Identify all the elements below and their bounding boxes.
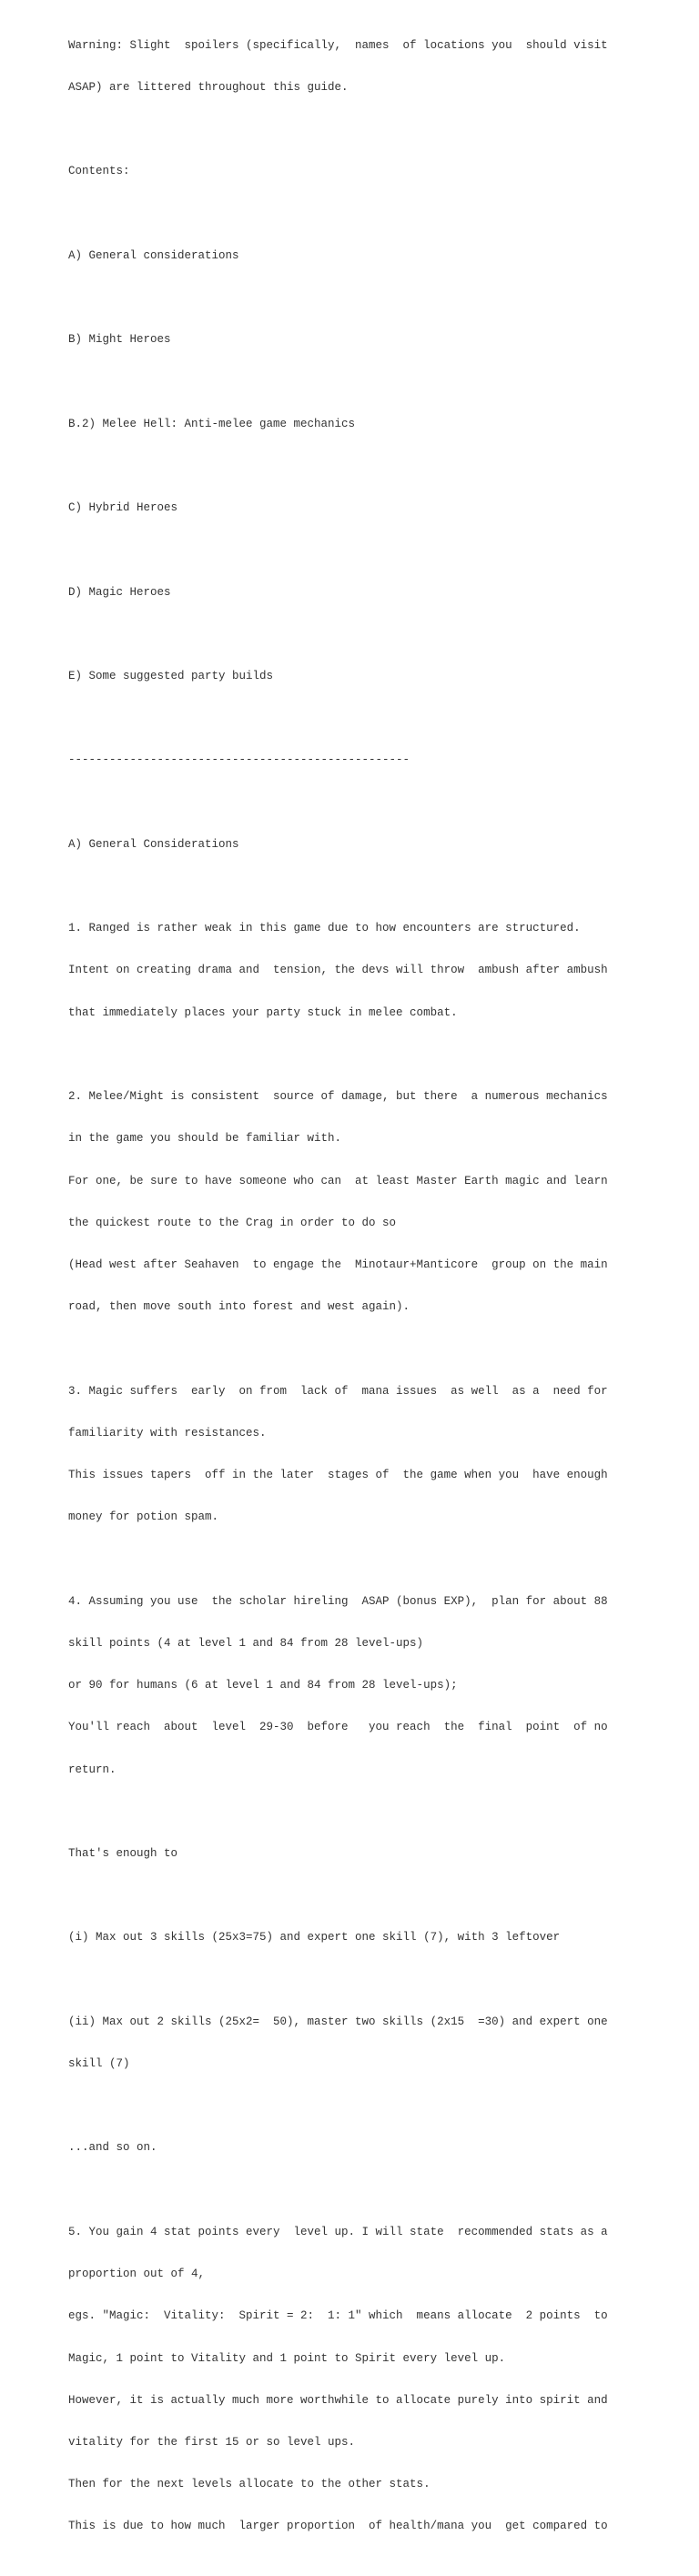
guide-document — [68, 11, 614, 2576]
text-line: return. — [68, 1763, 116, 1776]
text-line: Warning: Slight spoilers (specifically, names of locations you should visit — [68, 38, 608, 52]
text-line: For one, be sure to have someone who can at least Master Earth magic and learn — [68, 1174, 608, 1187]
contents-heading — [68, 137, 614, 207]
section-heading — [68, 810, 614, 880]
text-line: road, then move south into forest and west again). — [68, 1300, 410, 1314]
text-line: money for potion spam. — [68, 1510, 219, 1524]
text-line: Intent on creating drama and tension, the devs will throw ambush after ambush — [68, 964, 608, 977]
contents-item — [68, 473, 614, 543]
text-line: This issues tapers off in the later stages of the game when you have enough — [68, 1469, 608, 1482]
text-line: -------------------------------------------------- — [68, 753, 410, 767]
text-line: (Head west after Seahaven to engage the Minotaur+Manticore group on the main — [68, 1258, 608, 1271]
text-line: vitality for the first 15 or so level ups. — [68, 2436, 356, 2449]
text-line: 2. Melee/Might is consistent source of damage, but there a numerous mechanics — [68, 1090, 608, 1104]
text-line: (ii) Max out 2 skills (25x2= 50), master two skills (2x15 =30) and expert one — [68, 2015, 608, 2028]
enough-paragraph — [68, 1819, 614, 1889]
text-line: ASAP) are littered throughout this guide. — [68, 81, 349, 95]
text-line: E) Some suggested party builds — [68, 669, 274, 682]
contents-item — [68, 221, 614, 291]
text-line: Then for the next levels allocate to the other stats. — [68, 2478, 431, 2491]
contents-item — [68, 389, 614, 460]
text-line: Contents: — [68, 165, 130, 178]
text-line: 3. Magic suffers early on from lack of mana issues as well as a need for — [68, 1384, 608, 1398]
text-line: B) Might Heroes — [68, 333, 171, 347]
text-line: C) Hybrid Heroes — [68, 501, 178, 515]
text-line: A) General Considerations — [68, 837, 239, 851]
option-i-paragraph — [68, 1904, 614, 1974]
text-line: (i) Max out 3 skills (25x3=75) and expert one skill (7), with 3 leftover — [68, 1931, 561, 1945]
text-line: 5. You gain 4 stat points every level up. I will state recommended stats as a — [68, 2225, 608, 2238]
point-2-paragraph — [68, 1062, 614, 1342]
contents-item — [68, 558, 614, 628]
text-line: in the game you should be familiar with. — [68, 1132, 342, 1146]
point-5-paragraph — [68, 2197, 614, 2562]
text-line: familiarity with resistances. — [68, 1426, 267, 1440]
text-line: proportion out of 4, — [68, 2268, 206, 2281]
text-line: 4. Assuming you use the scholar hireling ASAP (bonus EXP), plan for about 88 — [68, 1594, 608, 1608]
option-ii-paragraph — [68, 1987, 614, 2099]
text-line: However, it is actually much more worthwhile to allocate purely into spirit and — [68, 2393, 608, 2407]
text-line: That's enough to — [68, 1847, 178, 1860]
text-line: A) General considerations — [68, 248, 239, 262]
text-line: Magic, 1 point to Vitality and 1 point to Spirit every level up. — [68, 2351, 506, 2365]
divider — [68, 726, 614, 796]
text-line: ...and so on. — [68, 2141, 157, 2155]
text-line: skill points (4 at level 1 and 84 from 28 level-ups) — [68, 1636, 424, 1650]
point-4-paragraph — [68, 1567, 614, 1805]
text-line: that immediately places your party stuck in melee combat. — [68, 1005, 458, 1019]
text-line: You'll reach about level 29-30 before you reach the final point of no — [68, 1721, 608, 1734]
contents-item — [68, 641, 614, 712]
text-line: 1. Ranged is rather weak in this game due to how encounters are structured. — [68, 922, 581, 935]
warning-paragraph — [68, 11, 614, 123]
text-line: egs. "Magic: Vitality: Spirit = 2: 1: 1" which means allocate 2 points to — [68, 2309, 608, 2323]
text-line: This is due to how much larger proportion of health/mana you get compared to — [68, 2520, 608, 2533]
point-1-paragraph — [68, 894, 614, 1047]
text-line: B.2) Melee Hell: Anti-melee game mechanics — [68, 417, 356, 430]
point-3-paragraph — [68, 1357, 614, 1553]
contents-item — [68, 305, 614, 375]
text-line: D) Magic Heroes — [68, 585, 171, 599]
text-line: or 90 for humans (6 at level 1 and 84 from 28 level-ups); — [68, 1679, 458, 1692]
and-so-on-paragraph — [68, 2114, 614, 2184]
text-line: skill (7) — [68, 2057, 130, 2071]
text-line: the quickest route to the Crag in order to do so — [68, 1216, 397, 1229]
